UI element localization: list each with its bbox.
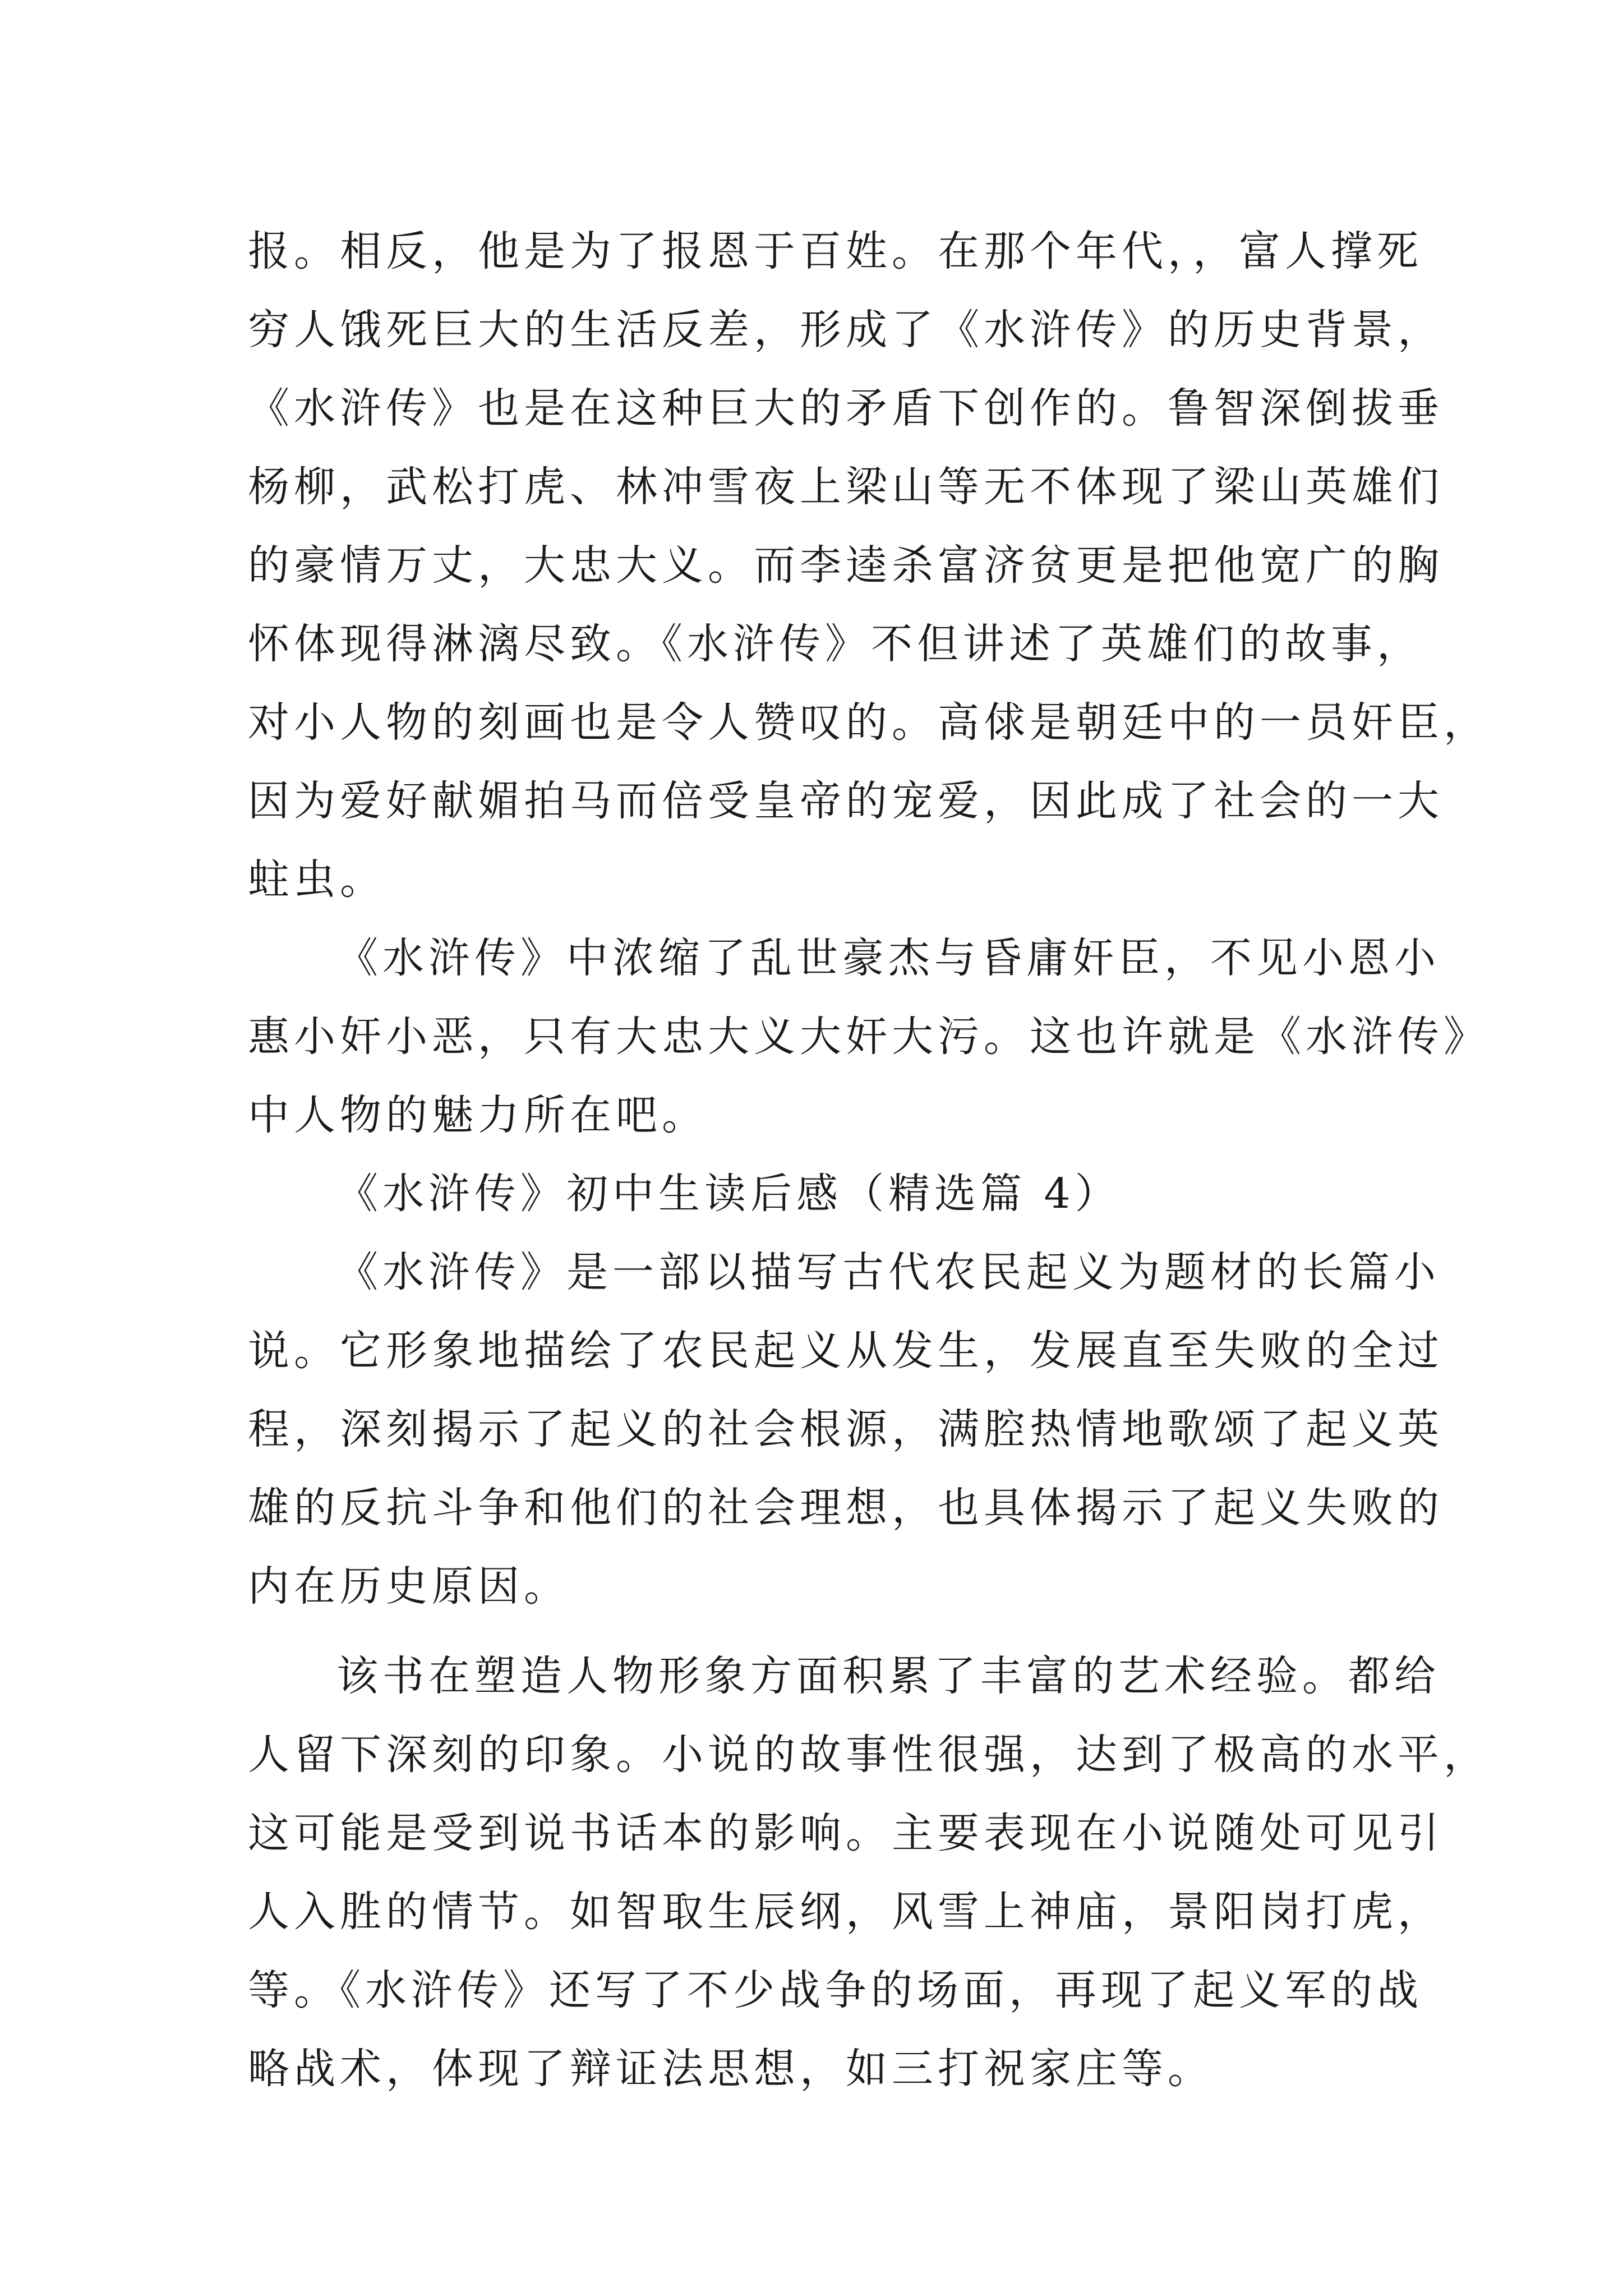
text-line: 内在历史原因。 bbox=[248, 1562, 570, 1611]
heading-text: 《水浒传》初中生读后感（精选篇 4） bbox=[336, 1170, 1121, 1218]
text-line: 中人物的魅力所在吧。 bbox=[248, 1091, 708, 1139]
paragraph-spacer bbox=[248, 1626, 1386, 1637]
text-line: 《水浒传》也是在这种巨大的矛盾下创作的。鲁智深倒拔垂 bbox=[248, 384, 1444, 432]
text-line: 等。《水浒传》还写了不少战争的场面，再现了起义军的战 bbox=[248, 1966, 1423, 2014]
text-line: 该书在塑造人物形象方面积累了丰富的艺术经验。都给 bbox=[336, 1652, 1440, 1700]
text-line: 人留下深刻的印象。小说的故事性很强，达到了极高的水平， bbox=[248, 1731, 1490, 1779]
text-line: 穷人饿死巨大的生活反差，形成了《水浒传》的历史背景， bbox=[248, 306, 1444, 354]
text-line: 怀体现得淋漓尽致。《水浒传》不但讲述了英雄们的故事， bbox=[248, 620, 1423, 668]
text-line: 程，深刻揭示了起义的社会根源，满腔热情地歌颂了起义英 bbox=[248, 1405, 1444, 1453]
paragraph bbox=[248, 1233, 1444, 1626]
text-line: 说。它形象地描绘了农民起义从发生，发展直至失败的全过 bbox=[248, 1327, 1444, 1375]
document-body bbox=[248, 212, 1490, 2108]
text-line: 略战术，体现了辩证法思想，如三打祝家庄等。 bbox=[248, 2045, 1214, 2093]
paragraph bbox=[248, 212, 1490, 919]
text-line: 因为爱好献媚拍马而倍受皇帝的宠爱，因此成了社会的一大 bbox=[248, 777, 1444, 825]
text-line: 对小人物的刻画也是令人赞叹的。高俅是朝廷中的一员奸臣， bbox=[248, 698, 1490, 747]
paragraph bbox=[248, 1637, 1490, 2108]
text-line: 杨柳，武松打虎、林冲雪夜上梁山等无不体现了梁山英雄们 bbox=[248, 463, 1444, 511]
text-line: 《水浒传》是一部以描写古代农民起义为题材的长篇小 bbox=[336, 1248, 1440, 1296]
paragraph bbox=[248, 919, 1490, 1154]
text-line: 蛀虫。 bbox=[248, 855, 386, 904]
section-heading bbox=[248, 1154, 1386, 1233]
text-line: 报。相反，他是为了报恩于百姓。在那个年代，，富人撑死 bbox=[248, 227, 1423, 275]
text-line: 《水浒传》中浓缩了乱世豪杰与昏庸奸臣，不见小恩小 bbox=[336, 934, 1440, 982]
text-line: 的豪情万丈，大忠大义。而李逵杀富济贫更是把他宽广的胸 bbox=[248, 541, 1444, 590]
text-line: 惠小奸小恶，只有大忠大义大奸大污。这也许就是《水浒传》 bbox=[248, 1013, 1490, 1061]
text-line: 雄的反抗斗争和他们的社会理想，也具体揭示了起义失败的 bbox=[248, 1484, 1444, 1532]
text-line: 人入胜的情节。如智取生辰纲，风雪上神庙，景阳岗打虎， bbox=[248, 1888, 1444, 1936]
text-line: 这可能是受到说书话本的影响。主要表现在小说随处可见引 bbox=[248, 1809, 1444, 1857]
